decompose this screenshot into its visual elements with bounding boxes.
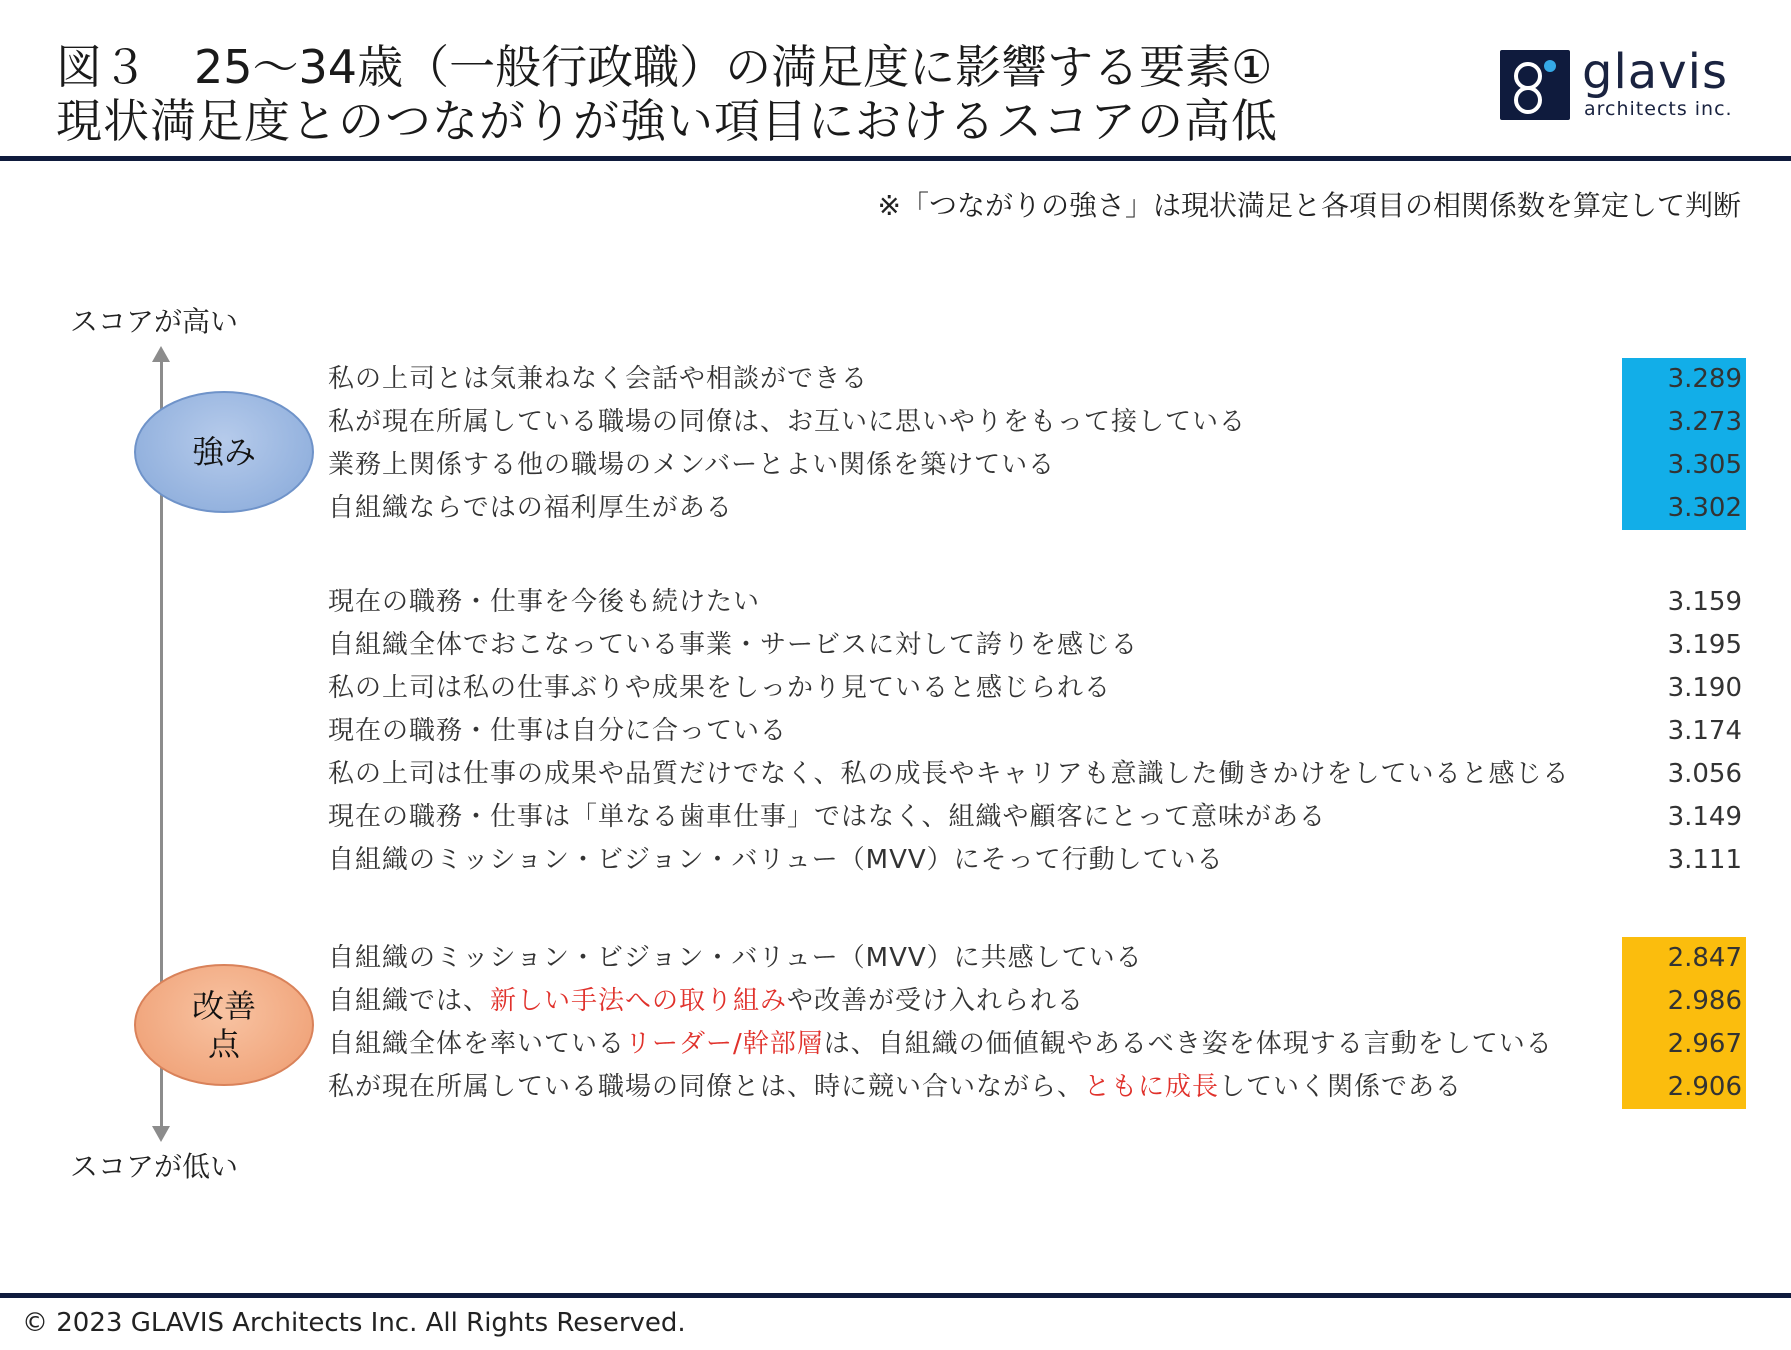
strength-row <box>328 401 1748 444</box>
item-text: 現在の職務・仕事を今後も続けたい <box>328 587 761 617</box>
item-score: 3.302 <box>1622 487 1746 530</box>
item-text: 現在の職務・仕事は自分に合っている <box>328 716 788 746</box>
item-score: 3.056 <box>1667 759 1742 789</box>
middle-row <box>328 667 1748 710</box>
item-label <box>328 753 1569 796</box>
item-text: 私の上司は仕事の成果や品質だけでなく、私の成長やキャリアも意識した働きかけをしていると感じる <box>328 759 1570 789</box>
item-text: 私の上司とは気兼ねなく会話や相談ができる <box>328 364 869 394</box>
improve-row <box>328 980 1748 1023</box>
item-text: 自組織全体を率いている <box>328 1029 626 1059</box>
improve-label: 改善点 <box>191 987 256 1063</box>
item-text: 私が現在所属している職場の同僚は、お互いに思いやりをもって接している <box>328 407 1247 437</box>
middle-row <box>328 796 1748 839</box>
highlighted-text: ともに成長 <box>1084 1072 1220 1102</box>
item-score: 3.111 <box>1667 845 1742 875</box>
item-text: 業務上関係する他の職場のメンバーとよい関係を築けている <box>328 450 1056 480</box>
item-label <box>328 444 1055 487</box>
item-label <box>328 624 1138 667</box>
arrow-down-icon <box>152 1126 170 1142</box>
item-label <box>328 710 787 753</box>
middle-row <box>328 581 1748 624</box>
item-score: 3.273 <box>1622 401 1746 444</box>
item-label <box>328 1023 1553 1066</box>
item-label <box>328 487 733 530</box>
item-label <box>328 358 868 401</box>
logo-ring-lower <box>1514 86 1542 114</box>
item-label <box>328 980 1084 1023</box>
item-score: 2.847 <box>1622 937 1746 980</box>
item-text: 自組織のミッション・ビジョン・バリュー（MVV）にそって行動している <box>328 845 1224 875</box>
strength-label: 強み <box>191 433 256 471</box>
item-label <box>328 839 1224 882</box>
item-score: 2.986 <box>1622 980 1746 1023</box>
item-text: していく関係である <box>1219 1072 1463 1102</box>
method-note: ※「つながりの強さ」は現状満足と各項目の相関係数を算定して判断 <box>877 189 1741 222</box>
item-label <box>328 581 760 624</box>
header-divider <box>0 156 1791 161</box>
item-text: は、自組織の価値観やあるべき姿を体現する言動をしている <box>823 1029 1553 1059</box>
item-score: 3.305 <box>1622 444 1746 487</box>
item-text: 私が現在所属している職場の同僚とは、時に競い合いながら、 <box>328 1072 1085 1102</box>
page-title <box>56 40 1278 148</box>
strength-row <box>328 444 1748 487</box>
improve-row <box>328 1066 1748 1109</box>
footer-divider <box>0 1293 1791 1298</box>
middle-row <box>328 753 1748 796</box>
title-line-2: 現状満足度とのつながりが強い項目におけるスコアの高低 <box>56 94 1278 148</box>
improve-row <box>328 937 1748 980</box>
axis-high-label: スコアが高い <box>70 305 239 338</box>
item-text: 私の上司は私の仕事ぶりや成果をしっかり見ていると感じられる <box>328 673 1112 703</box>
item-score: 3.190 <box>1667 673 1742 703</box>
item-text: や改善が受け入れられる <box>787 986 1085 1016</box>
logo-dot <box>1544 60 1556 72</box>
item-score: 2.906 <box>1622 1066 1746 1109</box>
strength-bubble <box>134 391 314 513</box>
item-text: 自組織ならではの福利厚生がある <box>328 493 733 523</box>
item-text: 自組織のミッション・ビジョン・バリュー（MVV）に共感している <box>328 943 1143 973</box>
item-label <box>328 401 1246 444</box>
item-score: 3.149 <box>1667 802 1742 832</box>
axis-low-label: スコアが低い <box>70 1150 239 1183</box>
strength-row <box>328 487 1748 530</box>
title-line-1: 図３ 25～34歳（一般行政職）の満足度に影響する要素① <box>56 40 1273 94</box>
middle-row <box>328 710 1748 753</box>
copyright-text: © 2023 GLAVIS Architects Inc. All Rights Reserved. <box>22 1308 686 1338</box>
item-label <box>328 796 1326 839</box>
improve-row <box>328 1023 1748 1066</box>
glavis-logo <box>1500 44 1750 128</box>
middle-row <box>328 839 1748 882</box>
highlighted-text: 新しい手法への取り組み <box>490 986 788 1016</box>
highlighted-text: リーダー/幹部層 <box>625 1029 824 1059</box>
item-label <box>328 1066 1462 1109</box>
item-score: 3.174 <box>1667 716 1742 746</box>
item-text: 自組織全体でおこなっている事業・サービスに対して誇りを感じる <box>328 630 1139 660</box>
item-label <box>328 667 1111 710</box>
item-label <box>328 937 1143 980</box>
item-score: 3.195 <box>1667 630 1742 660</box>
improve-bubble <box>134 964 314 1086</box>
item-score: 3.289 <box>1622 358 1746 401</box>
item-score: 2.967 <box>1622 1023 1746 1066</box>
strength-row <box>328 358 1748 401</box>
middle-row <box>328 624 1748 667</box>
item-score: 3.159 <box>1667 587 1742 617</box>
glavis-g-logo-icon <box>1500 50 1570 120</box>
item-text: 現在の職務・仕事は「単なる歯車仕事」ではなく、組織や顧客にとって意味がある <box>328 802 1326 832</box>
logo-tagline: architects inc. <box>1584 98 1733 120</box>
item-text: 自組織では、 <box>328 986 491 1016</box>
logo-wordmark: glavis <box>1582 44 1728 100</box>
